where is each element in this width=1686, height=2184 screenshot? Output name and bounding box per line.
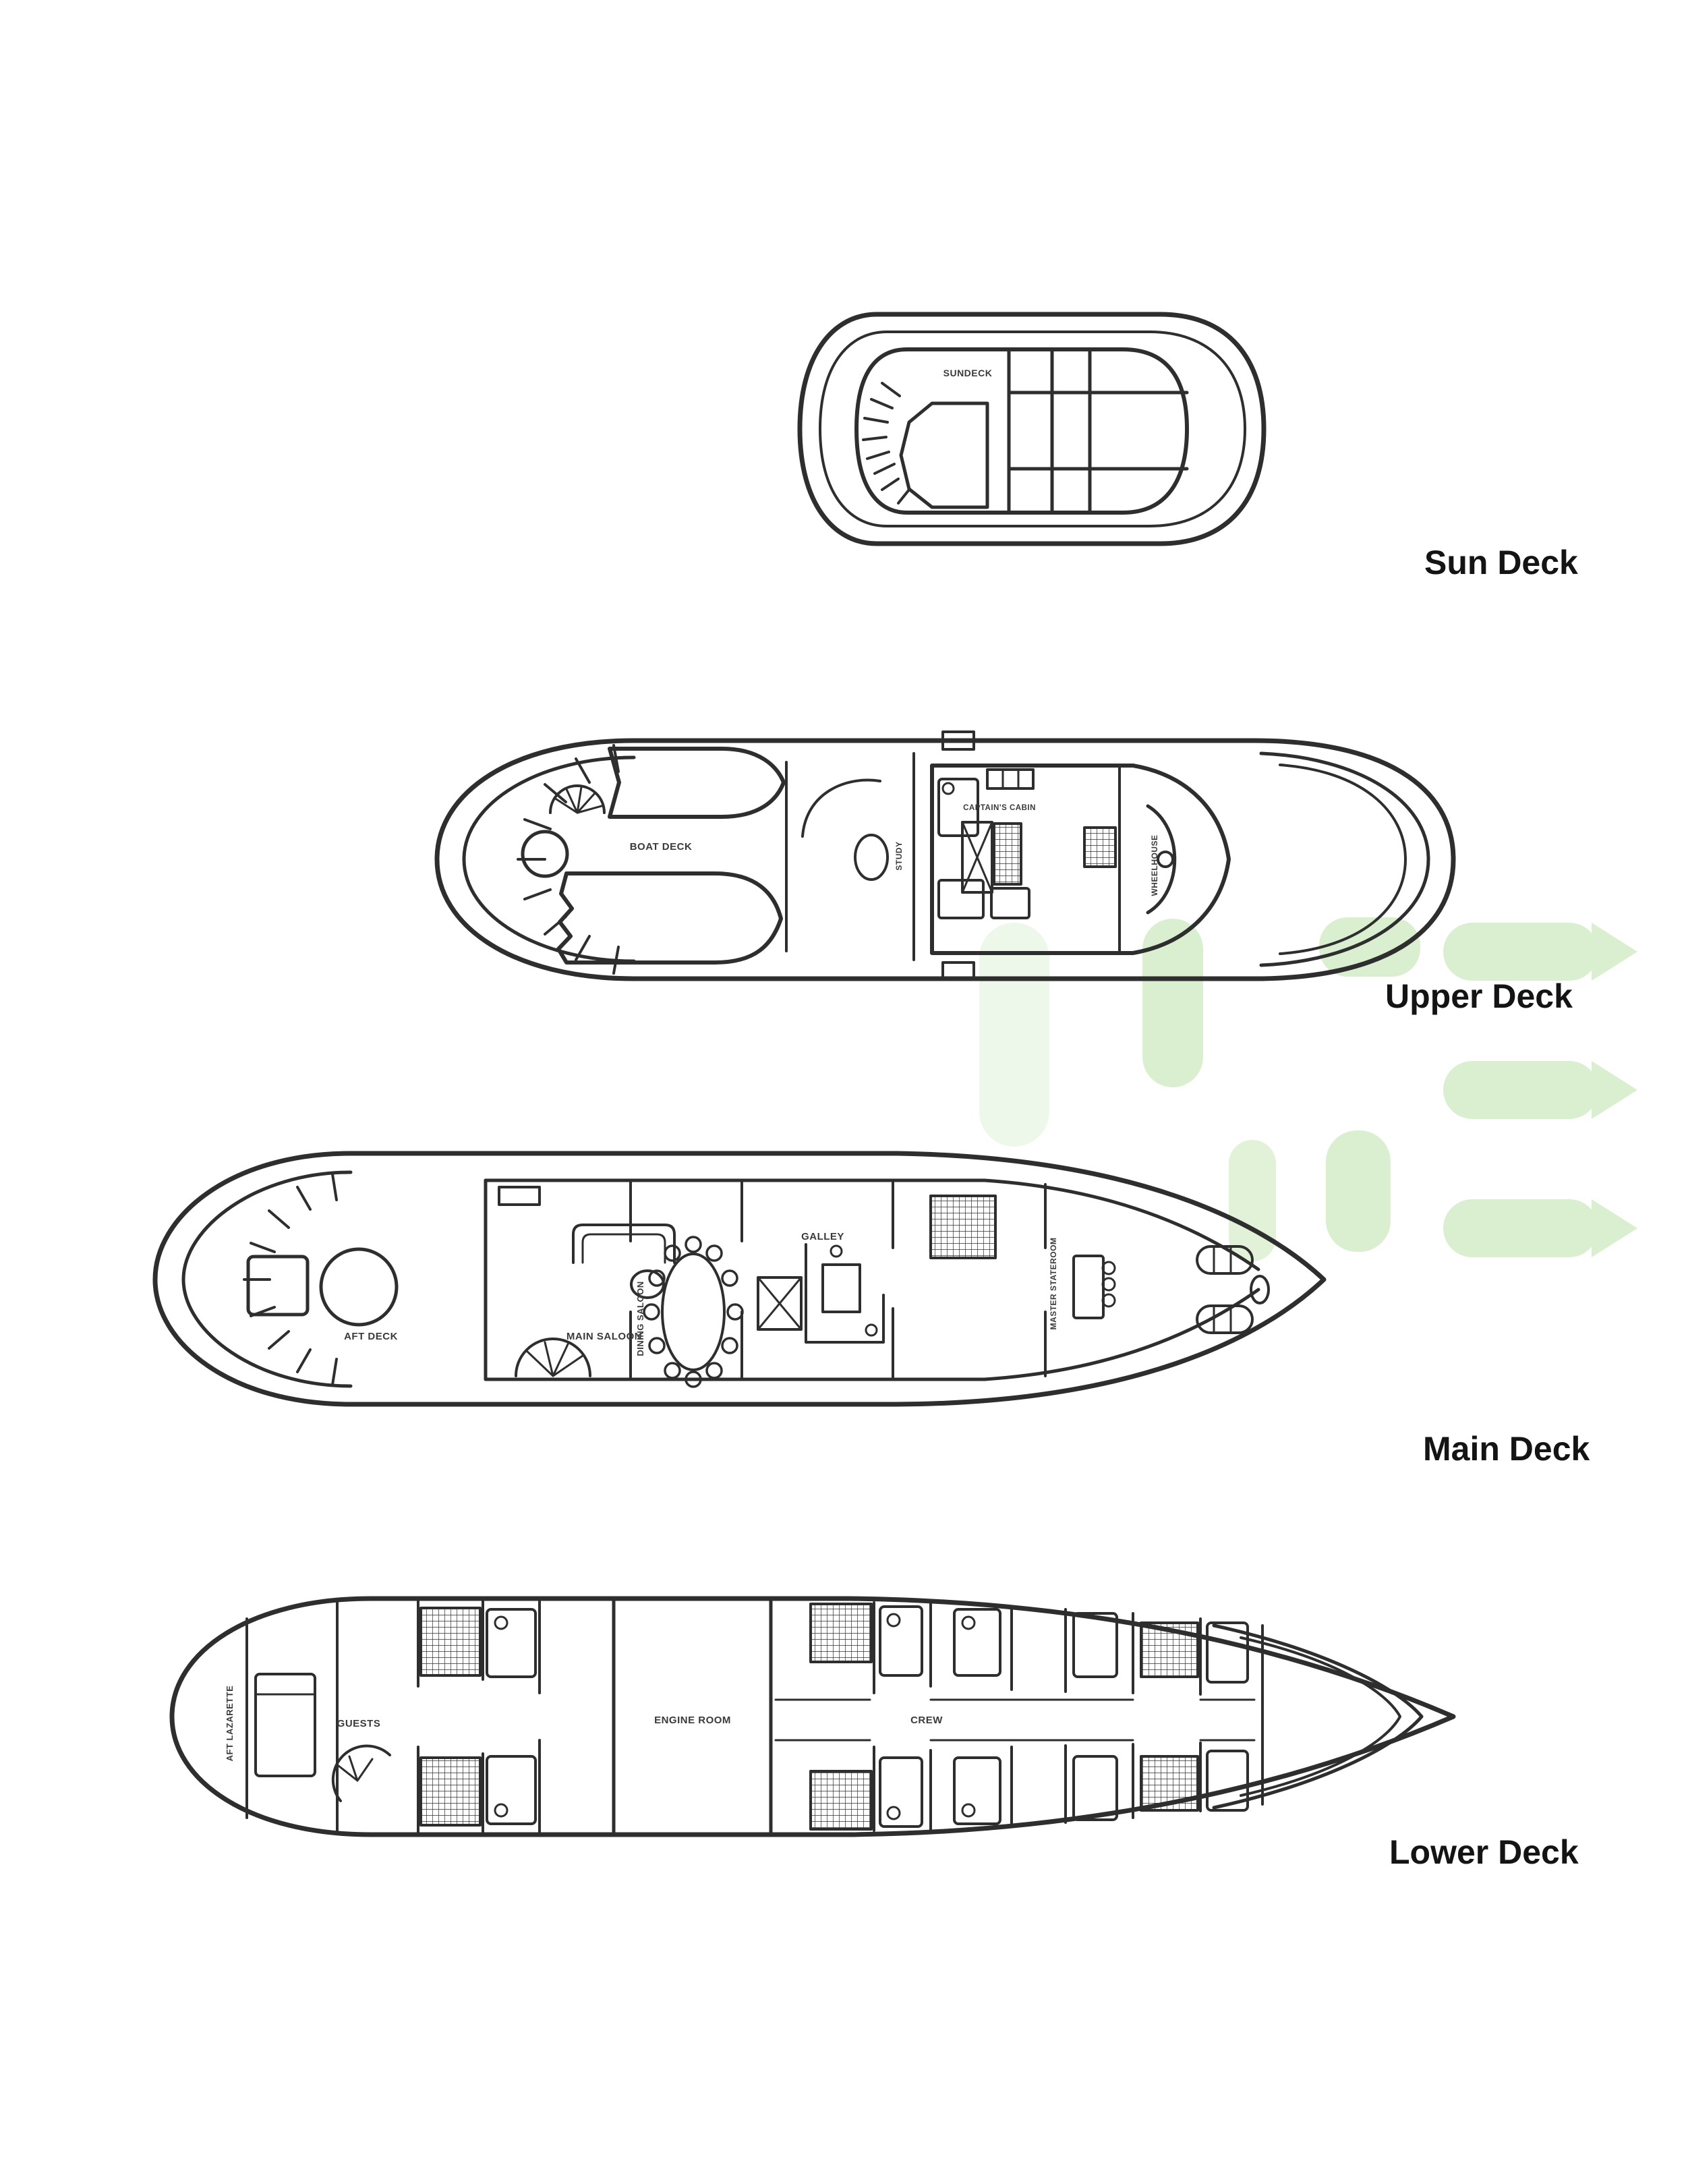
main-deck-galley	[806, 1244, 883, 1342]
sun-deck-label: Sun Deck	[1424, 544, 1578, 581]
room-label-aft-lazarette: AFT LAZARETTE	[225, 1685, 235, 1762]
upper-deck-deckhouse	[932, 732, 1229, 979]
room-label-engine-room: ENGINE ROOM	[654, 1715, 731, 1726]
room-label-wheelhouse: WHEELHOUSE	[1150, 834, 1159, 896]
room-label-master-stateroom: MASTER STATEROOM	[1049, 1237, 1058, 1330]
main-deck-drawing	[121, 1140, 1457, 1437]
lower-deck-cabins	[256, 1604, 1248, 1829]
room-label-sundeck: SUNDECK	[943, 368, 993, 378]
room-label-guests: GUESTS	[337, 1718, 381, 1729]
lower-deck-label: Lower Deck	[1389, 1833, 1579, 1871]
lower-deck-room-labels	[225, 1686, 943, 1762]
main-deck-label: Main Deck	[1423, 1430, 1590, 1468]
upper-deck-tenders	[558, 749, 786, 962]
upper-deck-hull	[437, 741, 1453, 979]
lower-deck-walls	[247, 1600, 1262, 1833]
main-deck-master-stateroom	[931, 1196, 1269, 1333]
room-label-main-saloon: MAIN SALOON	[566, 1331, 643, 1342]
sun-deck-hull	[800, 314, 1264, 544]
room-label-dining-saloon: DINING SALOON	[635, 1281, 645, 1356]
room-label-captains-cabin: CAPTAIN'S CABIN	[963, 804, 1036, 812]
room-label-aft-deck: AFT DECK	[344, 1331, 398, 1342]
lower-deck-drawing	[135, 1578, 1470, 1862]
room-label-study: STUDY	[894, 841, 904, 871]
main-deck-aft-deck	[244, 1174, 397, 1385]
upper-deck-label: Upper Deck	[1385, 977, 1573, 1015]
room-label-galley: GALLEY	[801, 1231, 844, 1242]
sun-deck-interior	[863, 349, 1187, 513]
sun-deck-drawing	[755, 290, 1295, 553]
upper-deck-drawing	[405, 712, 1497, 1008]
main-deck-dining	[644, 1237, 801, 1387]
main-deck-hull	[155, 1153, 1324, 1404]
main-deck-saloon-furniture	[499, 1187, 674, 1376]
room-label-crew: CREW	[910, 1715, 943, 1726]
room-label-boat-deck: BOAT DECK	[629, 841, 693, 853]
main-deck-superstructure	[486, 1180, 1258, 1379]
